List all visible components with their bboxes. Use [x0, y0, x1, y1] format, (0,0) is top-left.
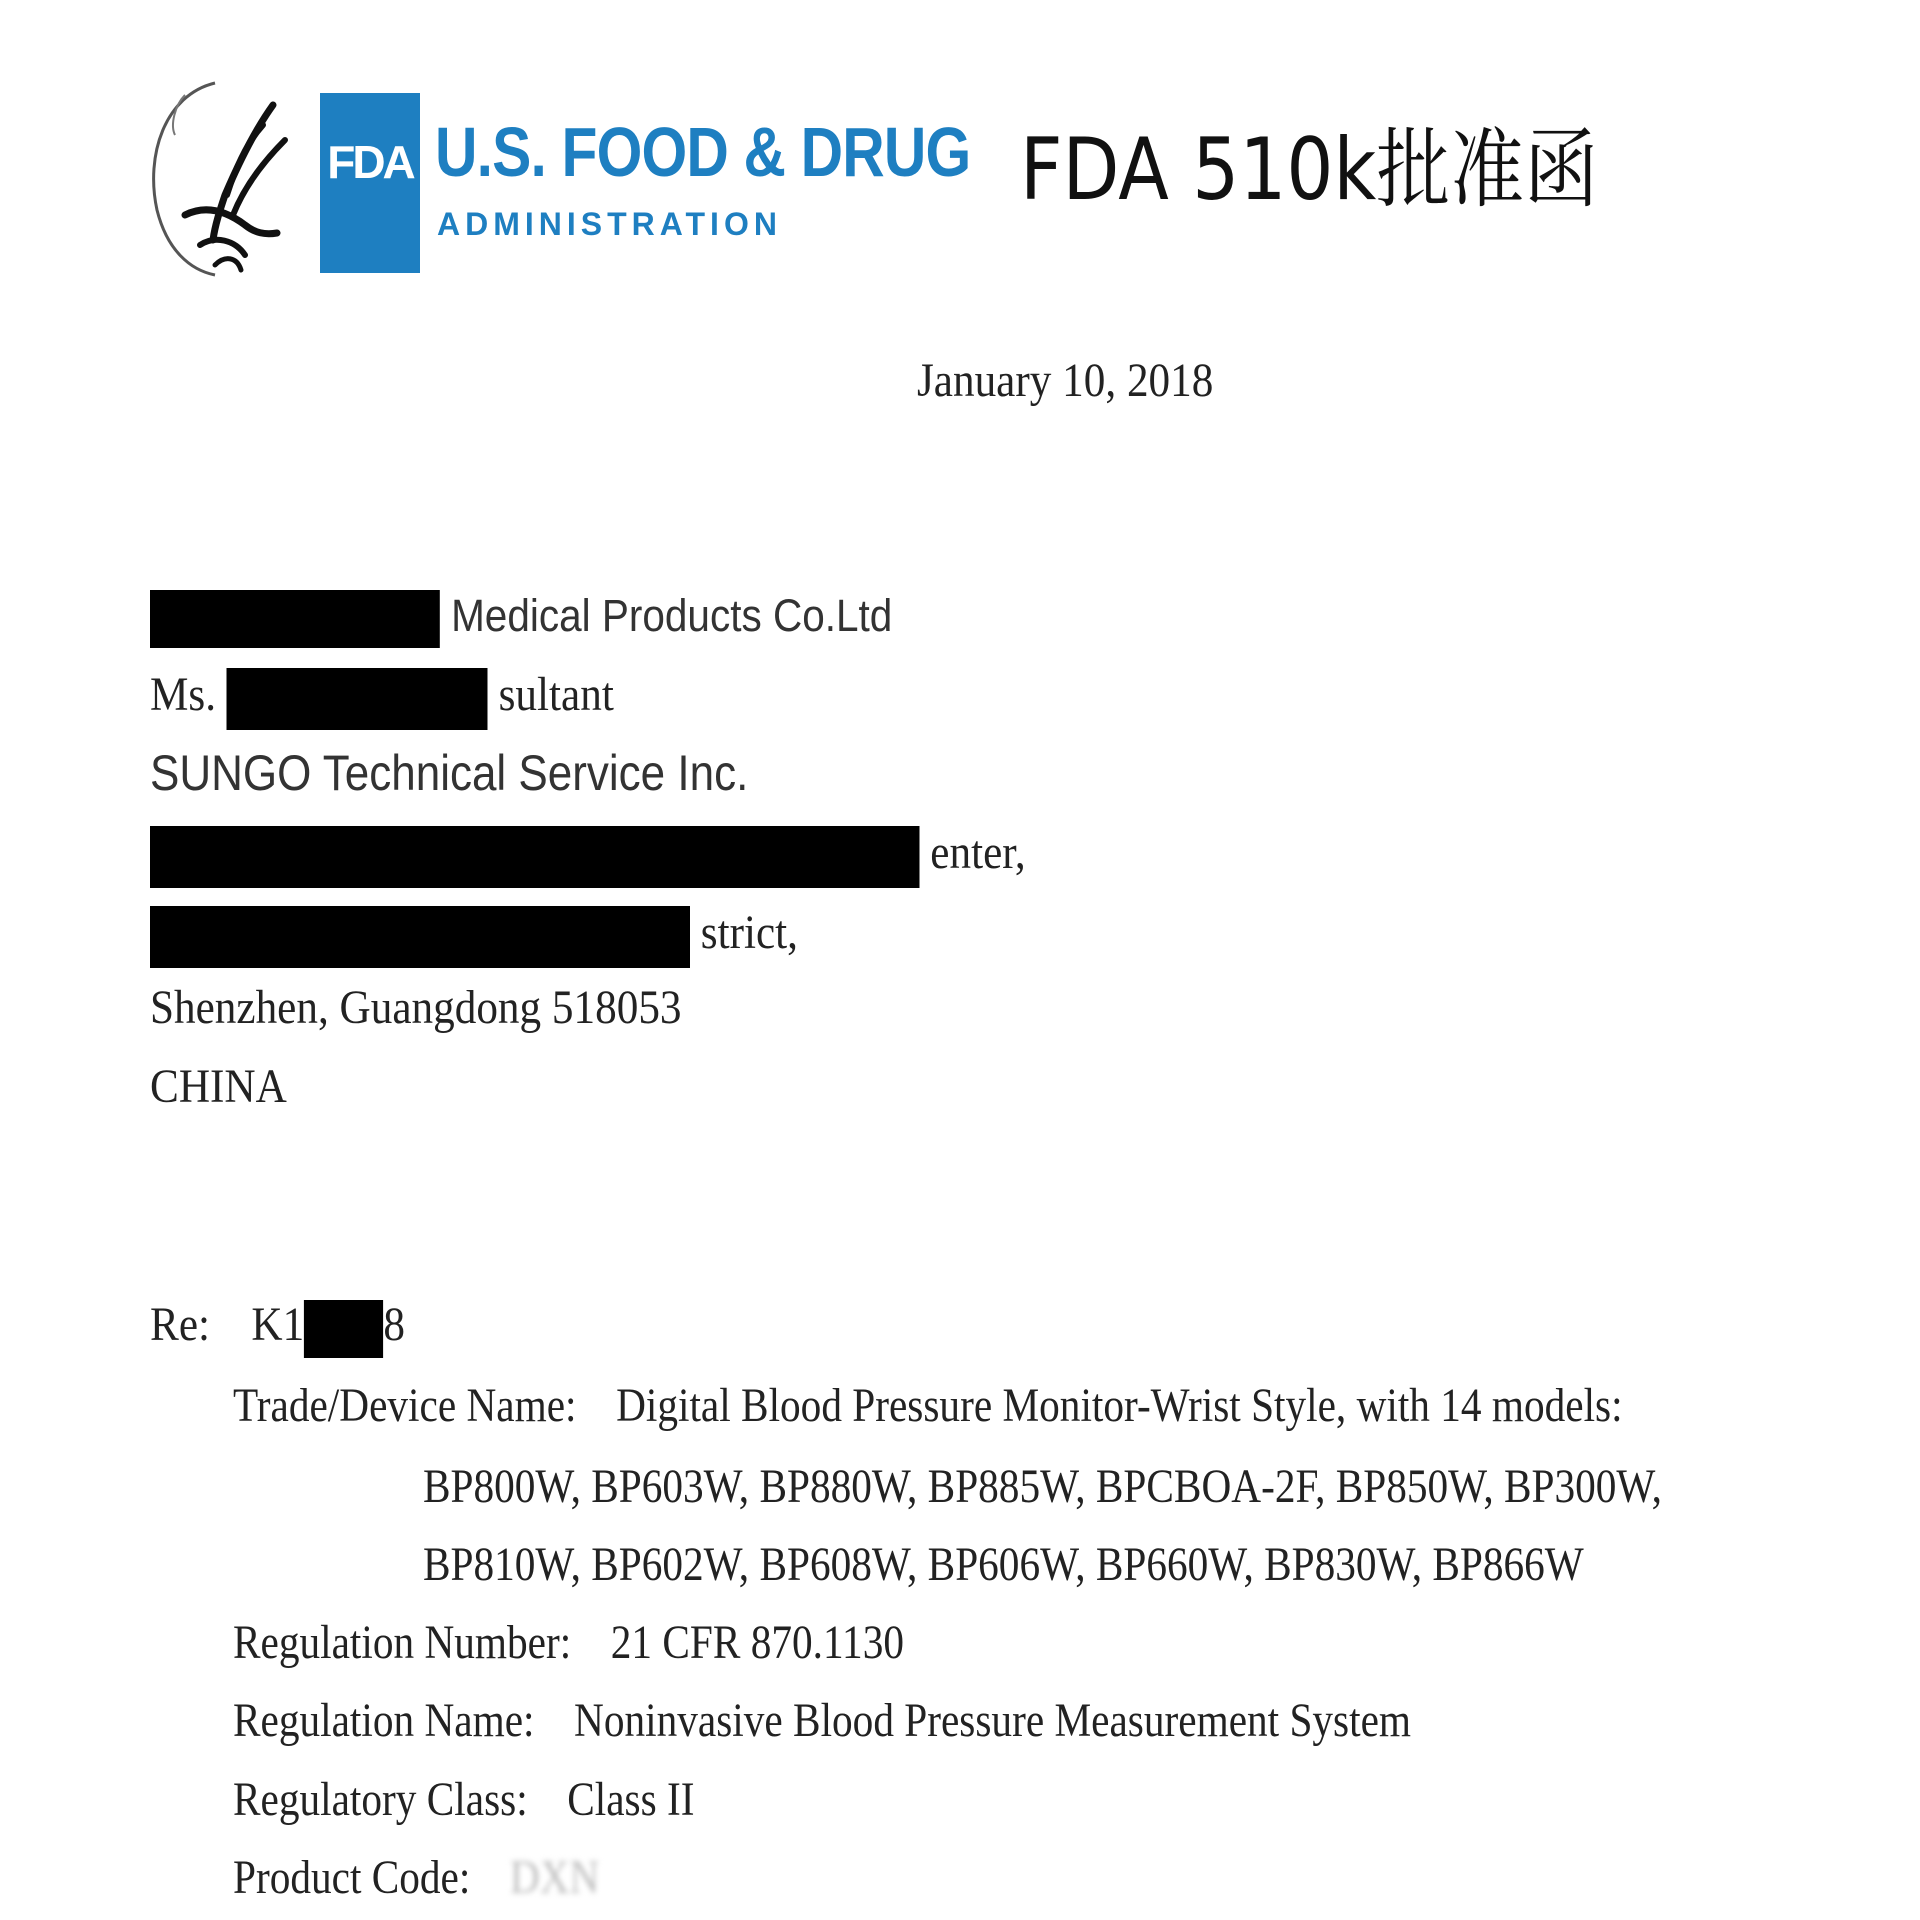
address-country: CHINA [150, 1060, 287, 1113]
redaction-bar [227, 668, 488, 730]
models-line-2: BP810W, BP602W, BP608W, BP606W, BP660W, BP830W, BP866W [423, 1538, 1584, 1591]
address-company [150, 590, 892, 648]
trade-device-name [233, 1379, 1623, 1432]
redaction-bar [150, 590, 440, 648]
redaction-bar [304, 1300, 383, 1358]
product-code [233, 1851, 600, 1904]
address-firm: SUNGO Technical Service Inc. [150, 745, 749, 801]
address-contact [150, 668, 614, 730]
re-k-prefix: K1 [251, 1298, 305, 1352]
regulation-number-value: 21 CFR 870.1130 [610, 1616, 904, 1669]
address-contact-prefix: Ms. [150, 668, 217, 722]
trade-label: Trade/Device Name: [233, 1379, 577, 1432]
redaction-bar [150, 826, 920, 888]
regulation-name [233, 1694, 1412, 1747]
address-city: Shenzhen, Guangdong 518053 [150, 981, 682, 1034]
fda-logo-box [320, 93, 420, 273]
re-label: Re: [150, 1298, 210, 1352]
fda-logo-text: FDA [327, 136, 413, 188]
agency-name: U.S. FOOD & DRUG [435, 113, 971, 191]
product-code-value: DXN [509, 1851, 600, 1904]
re-line [150, 1300, 405, 1358]
letter-heading: FDA 510k批准函 [1020, 120, 1599, 220]
regulation-number [233, 1616, 904, 1669]
address-street-suffix: enter, [930, 826, 1026, 880]
address-district [150, 906, 798, 968]
address-district-suffix: strict, [700, 906, 798, 960]
models-line-1: BP800W, BP603W, BP880W, BP885W, BPCBOA-2F, BP850W, BP300W, [423, 1460, 1662, 1513]
redaction-bar [150, 906, 690, 968]
regulation-number-label: Regulation Number: [233, 1616, 572, 1669]
letter-date: January 10, 2018 [917, 354, 1214, 407]
agency-subtitle: ADMINISTRATION [437, 206, 782, 242]
regulatory-class [233, 1773, 695, 1826]
regulation-name-label: Regulation Name: [233, 1694, 535, 1747]
re-k-suffix: 8 [383, 1298, 405, 1352]
address-contact-suffix: sultant [498, 668, 614, 722]
address-street [150, 826, 1026, 888]
regulatory-class-label: Regulatory Class: [233, 1773, 528, 1826]
regulation-name-value: Noninvasive Blood Pressure Measurement System [574, 1694, 1412, 1747]
address-company-text: Medical Products Co.Ltd [451, 589, 893, 641]
trade-value: Digital Blood Pressure Monitor-Wrist Style, with 14 models: [616, 1379, 1623, 1432]
product-code-label: Product Code: [233, 1851, 471, 1904]
regulatory-class-value: Class II [567, 1773, 695, 1826]
hhs-seal-logo [145, 75, 295, 285]
